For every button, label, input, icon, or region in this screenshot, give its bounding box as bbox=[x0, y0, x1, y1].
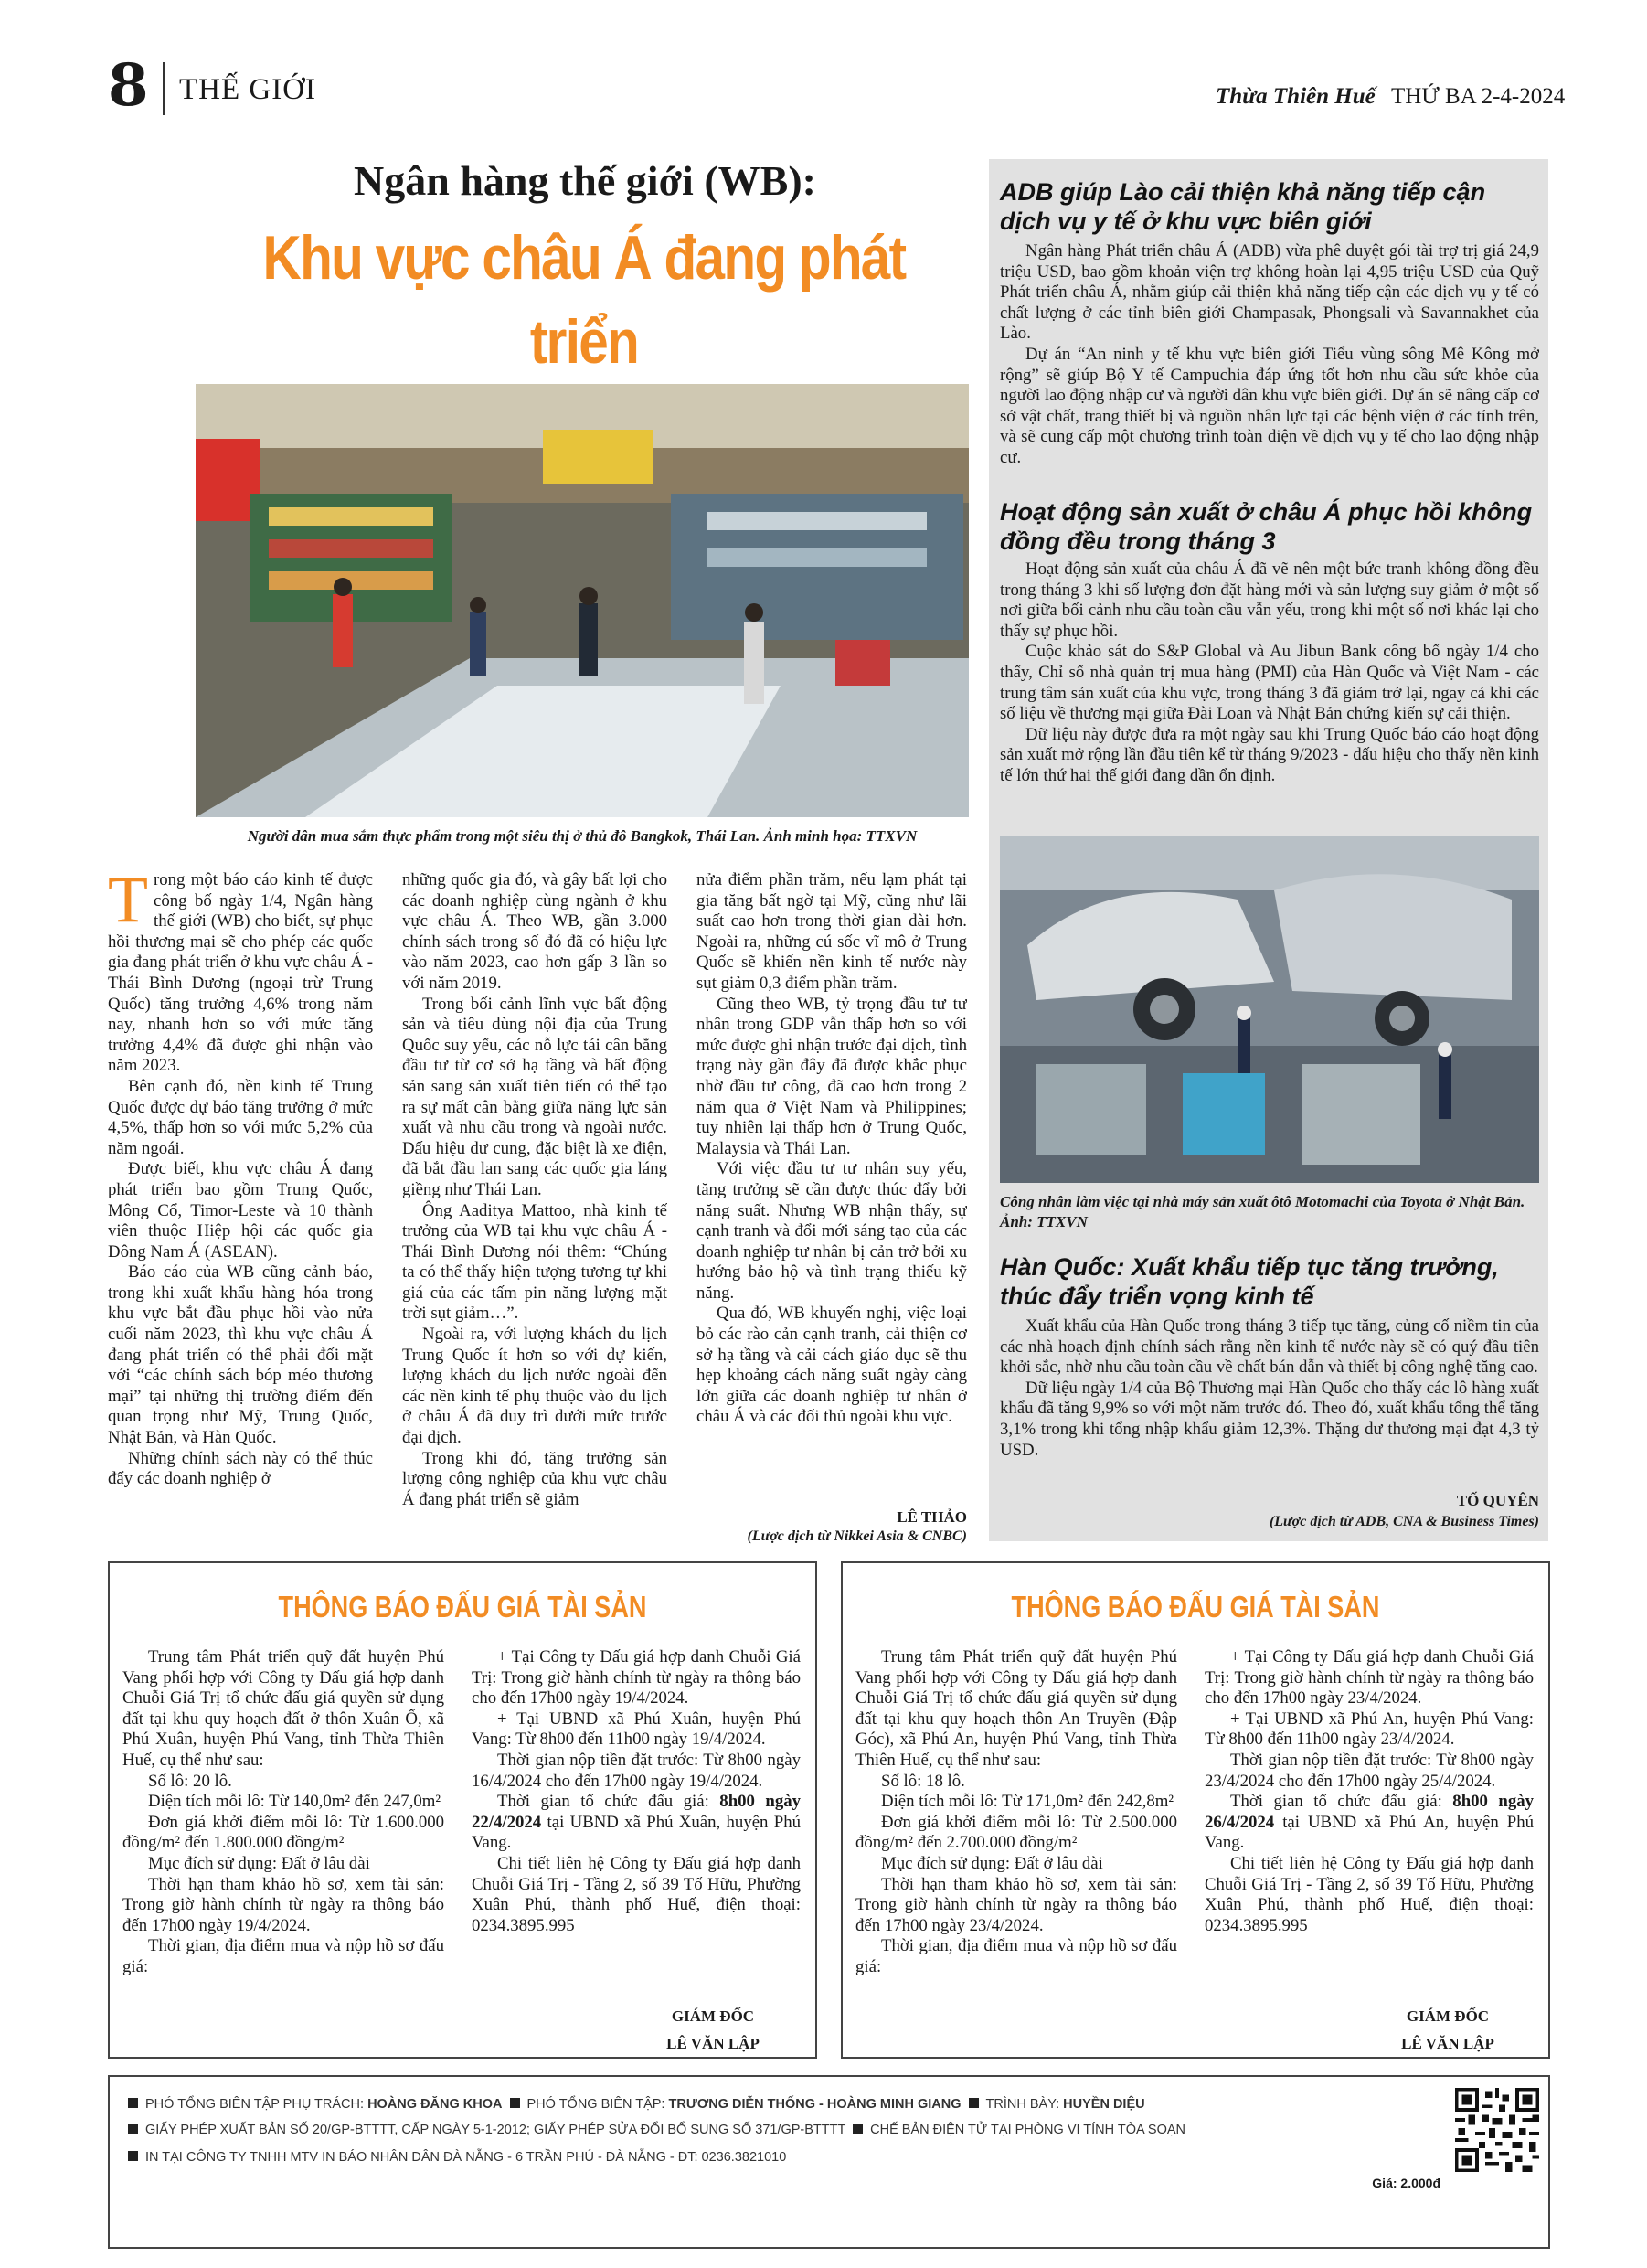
notice-column bbox=[472, 1647, 801, 2004]
notice-paragraph: Thời hạn tham khảo hồ sơ, xem tài sản: Trong giờ hành chính từ ngày ra thông báo đến 17h00 ngày 19/4/2024. bbox=[122, 1874, 444, 1935]
sidebar-source-note: (Lược dịch từ ADB, CNA & Business Times) bbox=[1269, 1514, 1539, 1529]
notice-title: THÔNG BÁO ĐẤU GIÁ TÀI SẢN bbox=[278, 1590, 647, 1624]
sidebar-author: TỐ QUYÊN bbox=[1456, 1492, 1539, 1509]
notice-column bbox=[122, 1647, 444, 2050]
sidebar-story-2-title: Hoạt động sản xuất ở châu Á phục hồi không đồng đều trong tháng 3 bbox=[1000, 498, 1533, 555]
notice-paragraph: Thời hạn tham khảo hồ sơ, xem tài sản: Trong giờ hành chính từ ngày ra thông báo đến 17h00 ngày 23/4/2024. bbox=[855, 1874, 1177, 1935]
sidebar-paragraph: Ngân hàng Phát triển châu Á (ADB) vừa phê duyệt gói tài trợ trị giá 24,9 triệu USD, bao gồm khoản viện trợ không hoàn lại 4,95 triệu USD của Quỹ Phát triển châu Á, nhằm giúp cải thiện khả năng tiếp cận các dịch vụ y tế có chất lượng ở các tỉnh biên giới Champasak, Phongsali và Savannakhet của Lào. bbox=[1000, 241, 1539, 344]
section-name: THẾ GIỚI bbox=[179, 73, 317, 106]
footer-printer-line: IN TẠI CÔNG TY TNHH MTV IN BÁO NHÂN DÂN ĐÀ NẴNG - 6 TRẦN PHÚ - ĐÀ NẴNG - ĐT: 0236.3821010 bbox=[124, 2150, 786, 2165]
notice-paragraph: Trung tâm Phát triển quỹ đất huyện Phú Vang phối hợp với Công ty Đấu giá hợp danh Chuỗi Giá Trị tổ chức đấu giá quyền sử dụng đất tại khu quy hoạch đất ở thôn Xuân Ổ, xã Phú Xuân, huyện Phú Vang, tỉnh Thừa Thiên Huế, cụ thể như sau: bbox=[122, 1647, 444, 1770]
notice-paragraph: Chi tiết liên hệ Công ty Đấu giá hợp danh Chuỗi Giá Trị - Tầng 2, số 39 Tố Hữu, Phường Xuân Phú, thành phố Huế, điện thoại: 0234.3895.995 bbox=[1205, 1853, 1534, 1935]
article-paragraph: Báo cáo của WB cũng cảnh báo, trong khi xuất khẩu hàng hóa trong khu vực bắt đầu phục hồi vào nửa cuối năm 2023, thì khu vực châu Á đang phát triển có thể phải đối mặt với “các chính sách bóp méo thương mại” tại những thị trường điểm đến quan trọng như Mỹ, Trung Quốc, Nhật Bản, và Hàn Quốc. bbox=[108, 1262, 373, 1448]
bullet-square-icon bbox=[969, 2098, 979, 2108]
sidebar-paragraph: Hoạt động sản xuất của châu Á đã vẽ nên một bức tranh không đồng đều trong tháng 3 khi số lượng đơn đặt hàng mới và sản lượng suy giảm ở một số nơi giữa bối cảnh nhu cầu toàn cầu vẫn yếu, trong khi một số nơi khác lại cho thấy sự phục hồi. bbox=[1000, 559, 1539, 641]
notice-paragraph: + Tại Công ty Đấu giá hợp danh Chuỗi Giá Trị: Trong giờ hành chính từ ngày ra thông báo cho đến 17h00 ngày 23/4/2024. bbox=[1205, 1647, 1534, 1709]
main-photo-caption: Người dân mua sắm thực phẩm trong một siêu thị ở thủ đô Bangkok, Thái Lan. Ảnh minh họa: TTXVN bbox=[247, 827, 918, 845]
article-kicker: Ngân hàng thế giới (WB): bbox=[354, 157, 816, 204]
article-paragraph: Với việc đầu tư tư nhân suy yếu, tăng trưởng sẽ cần được thúc đẩy bởi năng suất. Nhưng WB nhận thấy, sự cạnh tranh và đổi mới sáng tạo của các doanh nghiệp tư nhân bị cản trở bởi xu hướng bảo hộ và tình trạng thiếu kỹ năng. bbox=[696, 1159, 967, 1303]
notice-paragraph: Thời gian tổ chức đấu giá: 8h00 ngày 26/4/2024 tại UBND xã Phú An, huyện Phú Vang. bbox=[1205, 1792, 1534, 1853]
notice-paragraph: Thời gian tổ chức đấu giá: 8h00 ngày 22/4/2024 tại UBND xã Phú Xuân, huyện Phú Vang. bbox=[472, 1792, 801, 1853]
sidebar-paragraph: Dữ liệu này được đưa ra một ngày sau khi Trung Quốc báo cáo hoạt động sản xuất mở rộng lần đầu tiên kể từ tháng 9/2023 - dấu hiệu cho thấy nền kinh tế lớn thứ hai thế giới đang dần ổn định. bbox=[1000, 724, 1539, 785]
article-paragraph: Những chính sách này có thể thúc đẩy các doanh nghiệp ở bbox=[108, 1448, 373, 1489]
sidebar-paragraph: Cuộc khảo sát do S&P Global và Au Jibun Bank công bố ngày 1/4 cho thấy, Chỉ số nhà quản trị mua hàng (PMI) của Hàn Quốc và Việt Nam - các trung tâm sản xuất của khu vực, trong tháng 3 đã giảm trở lại, ngay cả khi các số liệu về thương mại giữa Đài Loan và Nhật Bản chứng kiến sự cải thiện. bbox=[1000, 642, 1539, 724]
sidebar-paragraph: Xuất khẩu của Hàn Quốc trong tháng 3 tiếp tục tăng, củng cố niềm tin của các nhà hoạch định chính sách rằng nền kinh tế nước này sẽ có quý đầu tiên khởi sắc, nhờ nhu cầu toàn cầu về chất bán dẫn và thiết bị công nghệ tăng cao. bbox=[1000, 1316, 1539, 1378]
newspaper-name: Thừa Thiên Huế bbox=[1216, 84, 1376, 109]
article-column-3 bbox=[696, 870, 967, 1501]
side-photo-caption: Công nhân làm việc tại nhà máy sản xuất ôtô Motomachi của Toyota ở Nhật Bản. Ảnh: TTXVN bbox=[1000, 1193, 1525, 1230]
sidebar-paragraph: Dữ liệu ngày 1/4 của Bộ Thương mại Hàn Quốc cho thấy các lô hàng xuất khẩu đã tăng 9,9% so với một năm trước đó. Theo đó, xuất khẩu tổng thể tăng 3,1% trong khi tổng nhập khẩu giảm 12,3%. Thặng dư thương mại đạt 4,3 tỷ USD. bbox=[1000, 1378, 1539, 1460]
article-column-1 bbox=[108, 870, 373, 1547]
article-column-2 bbox=[402, 870, 667, 1547]
qr-code-icon bbox=[1455, 2088, 1539, 2172]
bullet-square-icon bbox=[128, 2151, 138, 2161]
article-paragraph: Qua đó, WB khuyến nghị, việc loại bỏ các rào cản cạnh tranh, cải thiện cơ sở hạ tầng và cải cách giáo dục sẽ thu hẹp khoảng cách năng suất ngày càng lớn giữa các doanh nghiệp tư nhân ở châu Á và các đối thủ ngoài khu vực. bbox=[696, 1304, 967, 1427]
notice-title: THÔNG BÁO ĐẤU GIÁ TÀI SẢN bbox=[1011, 1590, 1380, 1624]
sidebar-story-1-title: ADB giúp Lào cải thiện khả năng tiếp cận dịch vụ y tế ở khu vực biên giới bbox=[1000, 178, 1486, 235]
notice-paragraph: + Tại UBND xã Phú An, huyện Phú Vang: Từ 8h00 đến 11h00 ngày 23/4/2024. bbox=[1205, 1709, 1534, 1750]
article-paragraph: Được biết, khu vực châu Á đang phát triển bao gồm Trung Quốc, Mông Cổ, Timor-Leste và 10 thành viên thuộc Hiệp hội các quốc gia Đông Nam Á (ASEAN). bbox=[108, 1159, 373, 1262]
bullet-square-icon bbox=[853, 2124, 863, 2134]
bullet-square-icon bbox=[510, 2098, 520, 2108]
notice-paragraph: Diện tích mỗi lô: Từ 140,0m² đến 247,0m² bbox=[148, 1792, 441, 1812]
notice-paragraph: Thời gian nộp tiền đặt trước: Từ 8h00 ngày 16/4/2024 cho đến 17h00 ngày 19/4/2024. bbox=[472, 1750, 801, 1791]
notice-paragraph: Chi tiết liên hệ Công ty Đấu giá hợp danh Chuỗi Giá Trị - Tầng 2, số 39 Tố Hữu, Phường Xuân Phú, thành phố Huế, điện thoại: 0234.3895.995 bbox=[472, 1853, 801, 1935]
sidebar-story-2-body bbox=[1000, 559, 1539, 823]
notice-signer-name: LÊ VĂN LẬP bbox=[1401, 2035, 1494, 2052]
notice-signer-name: LÊ VĂN LẬP bbox=[666, 2035, 760, 2052]
car-factory-photo bbox=[1000, 836, 1539, 1183]
article-paragraph: Ngoài ra, với lượng khách du lịch Trung Quốc ít hơn so với dự kiến, lượng khách du lịch nước ngoài đến các nền kinh tế phụ thuộc vào du lịch ở châu Á đã duy trì dưới mức trước đại dịch. bbox=[402, 1325, 667, 1448]
bullet-square-icon bbox=[128, 2098, 138, 2108]
article-paragraph: Cũng theo WB, tỷ trọng đầu tư tư nhân trong GDP vẫn thấp hơn so với mức được ghi nhận trước đại dịch, tình trạng này gần đây đã được khắc phục nhờ đầu tư công, đã cao hơn trong 2 năm qua ở Việt Nam và Philippines; tuy nhiên lại thấp hơn ở Trung Quốc, Malaysia và Thái Lan. bbox=[696, 994, 967, 1158]
article-paragraph: Trong khi đó, tăng trưởng sản lượng công nghiệp của khu vực châu Á đang phát triển sẽ giảm bbox=[402, 1448, 667, 1509]
price-label: Giá: 2.000đ bbox=[1372, 2176, 1440, 2190]
article-source-note: (Lược dịch từ Nikkei Asia & CNBC) bbox=[747, 1528, 967, 1544]
article-paragraph: Bên cạnh đó, nền kinh tế Trung Quốc được dự báo tăng trưởng ở mức 4,5%, thấp hơn so với mức 5,2% của năm ngoái. bbox=[108, 1076, 373, 1158]
notice-paragraph: Thời gian, địa điểm mua và nộp hồ sơ đấu giá: bbox=[855, 1936, 1177, 1976]
notice-column bbox=[1205, 1647, 1534, 2004]
article-paragraph: Ông Aaditya Mattoo, nhà kinh tế trưởng của WB tại khu vực châu Á - Thái Bình Dương nói thêm: “Chúng ta có thể thấy hiện tượng tương tự khi giá của các tấm pin năng lượng mặt trời sụt giảm…”. bbox=[402, 1200, 667, 1324]
supermarket-photo bbox=[196, 384, 969, 817]
headline-line-1: Khu vực châu Á đang phát triển bbox=[262, 223, 906, 377]
drop-cap: T bbox=[108, 870, 148, 936]
article-paragraph: Trong một báo cáo kinh tế được công bố ngày 1/4, Ngân hàng thế giới (WB) cho biết, sự phục hồi thương mại sẽ cho phép các quốc gia đang phát triển ở khu vực châu Á - Thái Bình Dương (ngoại trừ Trung Quốc) tăng trưởng 4,6% trong năm nay, nhanh hơn so với mức tăng trưởng 4,4% đã được ghi nhận vào năm 2023. bbox=[108, 870, 373, 1076]
footer-license-line: GIẤY PHÉP XUẤT BẢN SỐ 20/GP-BTTTT, CẤP NGÀY 5-1-2012; GIẤY PHÉP SỬA ĐỔI BỔ SUNG SỐ 371/GP-BTTTT CHẾ BẢN ĐIỆN TỬ TẠI PHÒNG VI TÍNH TÒA SOẠN bbox=[124, 2123, 1185, 2137]
page-number: 8 bbox=[108, 51, 149, 120]
article-paragraph: những quốc gia đó, và gây bất lợi cho các doanh nghiệp cùng ngành ở khu vực châu Á. Theo WB, gần 3.000 chính sách trong số đó đã có hiệu lực vào năm 2023, cao hơn gấp 3 lần so với năm 2019. bbox=[402, 870, 667, 993]
notice-paragraph: Mục đích sử dụng: Đất ở lâu dài bbox=[881, 1853, 1103, 1873]
notice-signer-title: GIÁM ĐỐC bbox=[1406, 2007, 1490, 2025]
notice-paragraph: + Tại UBND xã Phú Xuân, huyện Phú Vang: Từ 8h00 đến 11h00 ngày 19/4/2024. bbox=[472, 1709, 801, 1750]
article-paragraph: nửa điểm phần trăm, nếu lạm phát tại gia tăng bất ngờ tại Mỹ, cũng như lãi suất cao hơn trong thời gian dài hơn. Ngoài ra, những cú sốc vĩ mô ở Trung Quốc sẽ khiến nền kinh tế nước này sụt giảm 0,3 điểm phần trăm. bbox=[696, 870, 967, 993]
notice-column bbox=[855, 1647, 1177, 2050]
notice-paragraph: Số lô: 18 lô. bbox=[881, 1771, 965, 1791]
sidebar-paragraph: Dự án “An ninh y tế khu vực biên giới Tiểu vùng sông Mê Kông mở rộng” sẽ giúp Bộ Y tế Campuchia đáp ứng tốt hơn nhu cầu sức khỏe của người lao động nhập cư và người dân khu vực biên giới. Dự án sẽ nâng cấp cơ sở vật chất, trang thiết bị và nguồn nhân lực tại các bệnh viện ở các tỉnh trên, và sẽ cung cấp một chương trình toàn diện về dịch vụ y tế cho lao động nhập cư. bbox=[1000, 344, 1539, 467]
sidebar-story-3-title: Hàn Quốc: Xuất khẩu tiếp tục tăng trưởng, thúc đẩy triển vọng kinh tế bbox=[1000, 1253, 1499, 1310]
notice-paragraph: Số lô: 20 lô. bbox=[148, 1771, 232, 1791]
notice-paragraph: + Tại Công ty Đấu giá hợp danh Chuỗi Giá Trị: Trong giờ hành chính từ ngày ra thông báo cho đến 17h00 ngày 19/4/2024. bbox=[472, 1647, 801, 1709]
notice-paragraph: Thời gian nộp tiền đặt trước: Từ 8h00 ngày 23/4/2024 cho đến 17h00 ngày 25/4/2024. bbox=[1205, 1750, 1534, 1791]
notice-paragraph: Đơn giá khởi điểm mỗi lô: Từ 2.500.000 đồng/m² đến 2.700.000 đồng/m² bbox=[855, 1812, 1177, 1853]
notice-paragraph: Đơn giá khởi điểm mỗi lô: Từ 1.600.000 đồng/m² đến 1.800.000 đồng/m² bbox=[122, 1812, 444, 1853]
sidebar-story-3-body bbox=[1000, 1316, 1539, 1486]
bullet-square-icon bbox=[128, 2124, 138, 2134]
notice-paragraph: Trung tâm Phát triển quỹ đất huyện Phú Vang phối hợp với Công ty Đấu giá hợp danh Chuỗi Giá Trị tổ chức đấu giá quyền sử dụng đất tại khu quy hoạch thôn An Truyền (Đập Góc), xã Phú An, huyện Phú Vang, tỉnh Thừa Thiên Huế, cụ thể như sau: bbox=[855, 1647, 1177, 1770]
article-paragraph: Trong bối cảnh lĩnh vực bất động sản và tiêu dùng nội địa của Trung Quốc suy yếu, các nỗ lực tái cân bằng đầu tư từ cơ sở hạ tầng và bất động sản sang sản xuất tiên tiến có thể tạo ra sự mất cân bằng giữa năng lực sản xuất và nhu cầu trong và ngoài nước. Dấu hiệu dư cung, đặc biệt là xe điện, đã bắt đầu lan sang các quốc gia láng giềng như Thái Lan. bbox=[402, 994, 667, 1199]
notice-paragraph: Diện tích mỗi lô: Từ 171,0m² đến 242,8m² bbox=[881, 1792, 1174, 1812]
notice-paragraph: Thời gian, địa điểm mua và nộp hồ sơ đấu giá: bbox=[122, 1936, 444, 1976]
notice-signer-title: GIÁM ĐỐC bbox=[671, 2007, 755, 2025]
issue-date: THỨ BA 2-4-2024 bbox=[1391, 84, 1566, 109]
footer-editors-line: PHÓ TỔNG BIÊN TẬP PHỤ TRÁCH: HOÀNG ĐĂNG KHOA PHÓ TỔNG BIÊN TẬP: TRƯƠNG DIỄN THỐNG - HOÀNG MINH GIANG TRÌNH BÀY: HUYỀN DIỆU bbox=[124, 2097, 1145, 2112]
sidebar-story-1-body bbox=[1000, 241, 1539, 484]
article-author: LÊ THẢO bbox=[897, 1508, 967, 1526]
notice-paragraph: Mục đích sử dụng: Đất ở lâu dài bbox=[148, 1853, 370, 1873]
header-divider bbox=[163, 62, 165, 115]
